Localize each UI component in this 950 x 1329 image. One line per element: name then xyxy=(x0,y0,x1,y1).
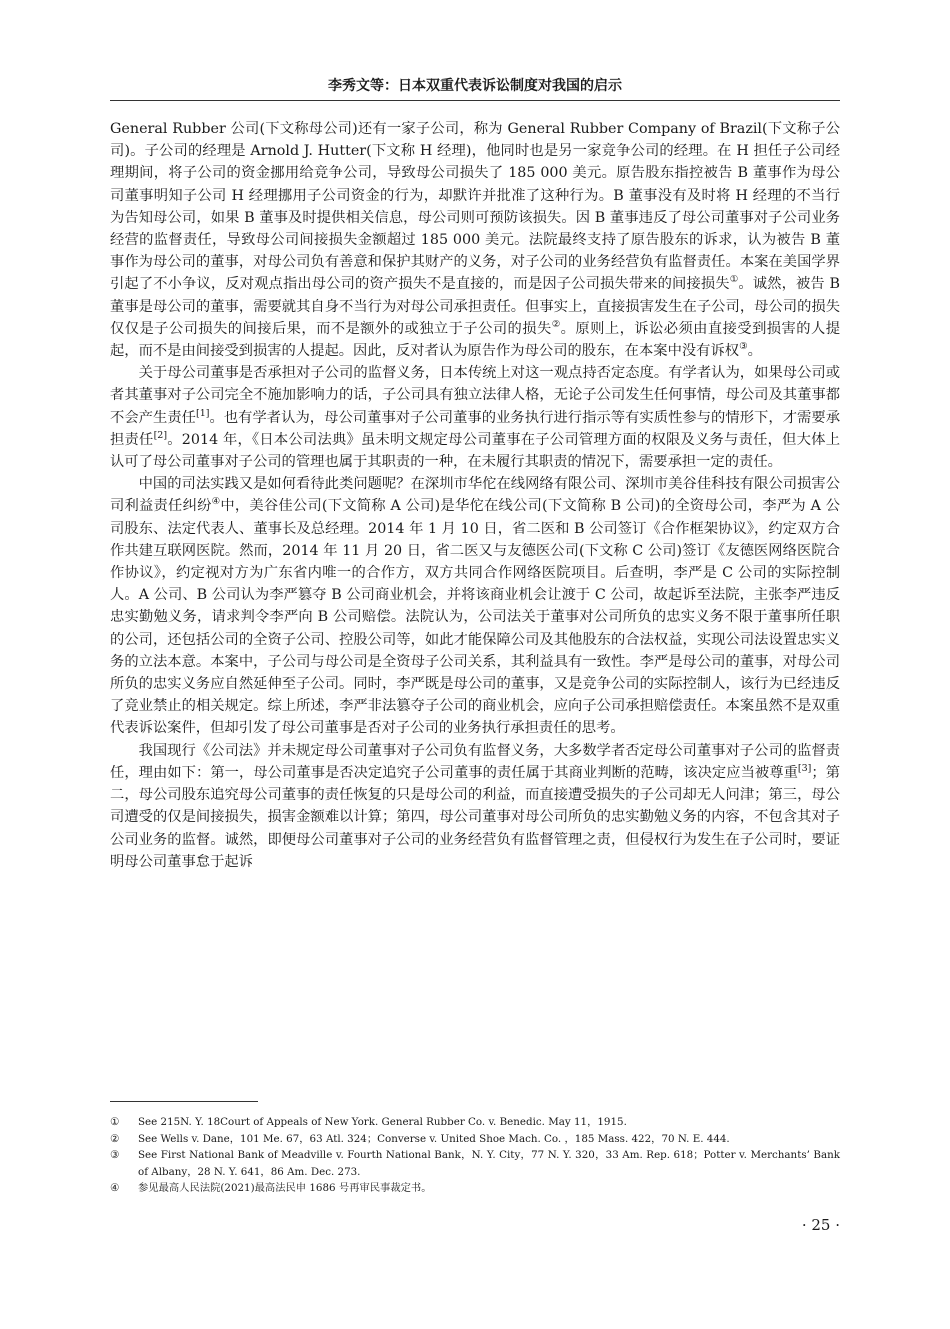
footnote-text: See Wells v. Dane，101 Me. 67，63 Atl. 324；Converse v. United Shoe Mach. Co. ，185 Mass. 422，70 N. E. 444. xyxy=(138,1132,730,1145)
footnote-text: 参见最高人民法院(2021)最高法民申 1686 号再审民事裁定书。 xyxy=(138,1182,432,1194)
paragraph-1: General Rubber 公司(下文称母公司)还有一家子公司，称为 General Rubber Company of Brazil(下文称子公司)。子公司的经理是 Arnold J. Hutter(下文称 H 经理)，他同时也是另一家竞争公司的经理。在 H 担任子公司经理期间，将子公司的资金挪用给竞争公司，导致母公司损失了 185 000 美元。原告股东指控被告 B 董事作为母公司董事明知子公司 H 经理挪用子公司资金的行为，却默许并批准了这种行为。B 董事没有及时将 H 经理的不当行为告知母公司，如果 B 董事及时提供相关信息，母公司则可预防该损失。因 B 董事违反了母公司董事对子公司业务经营的监督责任，导致母公司间接损失金额超过 185 000 美元。法院最终支持了原告股东的诉求，认为被告 B 董事作为母公司的董事，对母公司负有善意和保护其财产的义务，对子公司的业务经营负有监督责任。本案在美国学界引起了不小争议，反对观点指出母公司的资产损失不是直接的，而是因子公司损失带来的间接损失①。诚然，被告 B 董事是母公司的董事，需要就其自身不当行为对母公司承担责任。但事实上，直接损害发生在子公司，母公司的损失仅仅是子公司损失的间接后果，而不是额外的或独立于子公司的损失②。原则上，诉讼必须由直接受到损害的人提起，而不是由间接受到损害的人提起。因此，反对者认为原告作为母公司的股东，在本案中没有诉权③。 xyxy=(110,121,840,360)
paragraph-2: 关于母公司董事是否承担对子公司的监督义务，日本传统上对这一观点持否定态度。有学者认为，如果母公司或者其董事对子公司完全不施加影响力的话，子公司具有独立法律人格，无论子公司发生任何事情，母公司及其董事都不会产生责任[1]。也有学者认为，母公司董事对子公司董事的业务执行进行指示等有实质性参与的情形下，才需要承担责任[2]。2014 年，《日本公司法典》虽未明文规定母公司董事在子公司管理方面的权限及义务与责任，但大体上认可了母公司董事对子公司的管理也属于其职责的一种，在未履行其职责的情况下，需要承担一定的责任。 xyxy=(110,365,841,471)
footnote-number: ④ xyxy=(110,1182,120,1194)
footnote-number: ② xyxy=(110,1132,120,1145)
footnote-number: ③ xyxy=(110,1149,120,1161)
footnotes xyxy=(110,1114,840,1197)
footnote-text: See 215N. Y. 18Court of Appeals of New York. General Rubber Co. v. Benedic. May 11，1915. xyxy=(138,1116,627,1128)
header-rule xyxy=(110,100,840,101)
footnote-item xyxy=(110,1147,840,1180)
footnote-text: See First National Bank of Meadville v. Fourth National Bank，N. Y. City，77 N. Y. 320，33 Am. Rep. 618；Potter v. Merchants’ Bank of Albany，28 N. Y. 641，86 Am. Dec. 273. xyxy=(138,1149,840,1178)
citation-mark: [3] xyxy=(797,763,812,775)
citation-mark: [2] xyxy=(153,430,168,442)
page-number: · 25 · xyxy=(801,1216,840,1234)
paragraph-3: 中国的司法实践又是如何看待此类问题呢？在深圳市华佗在线网络有限公司、深圳市美谷佳科技有限公司损害公司利益责任纠纷④中，美谷佳公司(下文简称 A 公司)是华佗在线公司(下文简称 B 公司)的全资母公司，李严为 A 公司股东、法定代表人、董事长及总经理。2014 年 1 月 10 日，省二医和 B 公司签订《合作框架协议》，约定双方合作共建互联网医院。然而，2014 年 11 月 20 日，省二医又与友德医公司(下文称 C 公司)签订《友德医网络医院合作协议》，约定视对方为广东省内唯一的合作方，双方共同合作网络医院项目。后查明，李严是 C 公司的实际控制人。A 公司、B 公司认为李严篡夺 B 公司商业机会，并将该商业机会让渡于 C 公司，故起诉至法院，主张李严违反忠实勤勉义务，请求判令李严向 B 公司赔偿。法院认为，公司法关于董事对公司所负的忠实义务不限于董事所任职的公司，还包括公司的全资子公司、控股公司等，如此才能保障公司及其他股东的合法权益，实现公司法设置忠实义务的立法本意。本案中，子公司与母公司是全资母子公司关系，其利益具有一致性。李严是母公司的董事，对母公司所负的忠实义务应自然延伸至子公司。同时，李严既是母公司的董事，又是竞争公司的实际控制人，该行为已经违反了竞业禁止的相关规定。综上所述，李严非法篡夺子公司的商业机会，应向子公司承担赔偿责任。本案虽然不是双重代表诉讼案件，但却引发了母公司董事是否对子公司的业务执行承担责任的思考。 xyxy=(110,476,840,737)
footnote-mark: ② xyxy=(551,319,561,331)
citation-mark: [1] xyxy=(195,407,210,419)
footnote-number: ① xyxy=(110,1116,120,1128)
footnote-mark: ③ xyxy=(739,341,748,353)
main-text xyxy=(110,118,840,873)
footnote-mark: ④ xyxy=(211,496,221,508)
footnote-item xyxy=(110,1131,840,1148)
footnote-mark: ① xyxy=(729,274,739,286)
footnote-item xyxy=(110,1114,840,1131)
running-header: 李秀文等：日本双重代表诉讼制度对我国的启示 xyxy=(328,78,622,94)
footnote-rule xyxy=(110,1101,258,1102)
footnote-item xyxy=(110,1180,840,1197)
paragraph-4: 我国现行《公司法》并未规定母公司董事对子公司负有监督义务，大多数学者否定母公司董事对子公司的监督责任，理由如下：第一，母公司董事是否决定追究子公司董事的责任属于其商业判断的范畴，该决定应当被尊重[3]；第二，母公司股东追究母公司董事的责任恢复的只是母公司的利益，而直接遭受损失的子公司却无人问津；第三，母公司遭受的仅是间接损失，损害金额难以计算；第四，母公司董事对母公司所负的忠实勤勉义务的内容，不包含其对子公司业务的监督。诚然，即便母公司董事对子公司的业务经营负有监督管理之责，但侵权行为发生在子公司时，要证明母公司董事怠于起诉 xyxy=(110,742,841,870)
